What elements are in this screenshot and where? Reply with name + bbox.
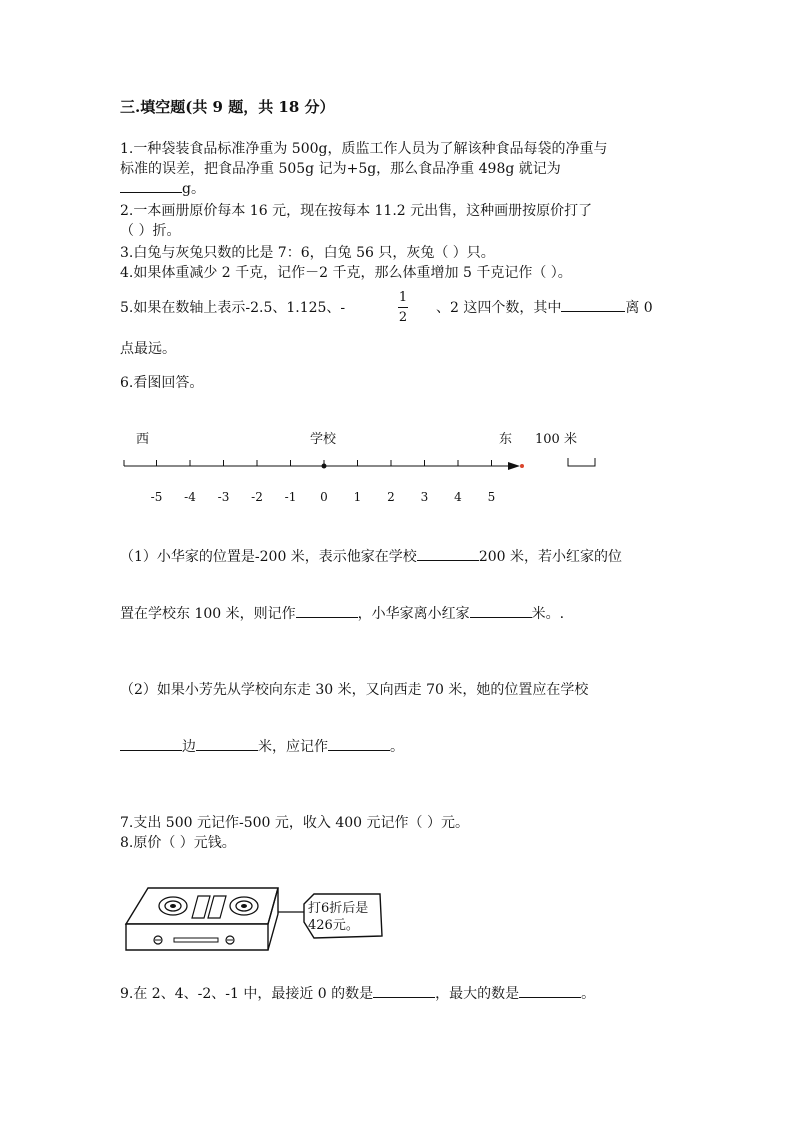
q6-part1-line2: 置在学校东 100 米，则记作 ，小华家离小红家 米。. xyxy=(120,603,564,623)
number-line-tick-label: 0 xyxy=(320,490,328,504)
number-line-tick-label: -3 xyxy=(217,490,230,504)
q1-line2: 标准的误差，把食品净重 505g 记为+5g，那么食品净重 498g 就记为 xyxy=(120,161,561,177)
q1-line1: 1.一种袋装食品标准净重为 500g，质监工作人员为了解该种食品每袋的净重与 xyxy=(120,141,608,157)
q6-blank-3[interactable] xyxy=(470,603,532,618)
q6-title: 6.看图回答。 xyxy=(120,375,204,391)
end-dot xyxy=(520,464,524,468)
q5-line2: 点最远。 xyxy=(120,341,176,357)
arrow-head xyxy=(508,462,520,470)
price-tag-line2: 426元。 xyxy=(308,918,359,933)
q6-part1-line1: （1）小华家的位置是-200 米，表示他家在学校 200 米，若小红家的位 xyxy=(120,546,622,566)
number-line xyxy=(118,450,608,480)
q5-fraction xyxy=(398,290,408,325)
q5-frac-num: 1 xyxy=(398,290,408,305)
q5-middle: 、2 这四个数，其中 离 0 xyxy=(436,297,653,317)
q7-text: 7.支出 500 元记作-500 元，收入 400 元记作（ ）元。 xyxy=(120,815,469,831)
q8-text: 8.原价（ ）元钱。 xyxy=(120,835,236,851)
origin-dot xyxy=(322,464,327,469)
q6-blank-2[interactable] xyxy=(296,603,358,618)
east-label: 东 xyxy=(499,432,513,447)
q6-part2-line1: （2）如果小芳先从学校向东走 30 米，又向西走 70 米，她的位置应在学校 xyxy=(120,682,589,698)
section-title: 三.填空题(共 9 题，共 18 分） xyxy=(120,98,335,116)
q3-text: 3.白兔与灰兔只数的比是 7：6，白兔 56 只，灰兔（ ）只。 xyxy=(120,245,495,261)
q9-blank-2[interactable] xyxy=(519,983,581,998)
q6-blank-6[interactable] xyxy=(328,736,390,751)
q6-blank-4[interactable] xyxy=(120,736,182,751)
price-tag-line1: 打6折后是 xyxy=(308,901,369,916)
q2-line2: （ ）折。 xyxy=(120,223,181,239)
q5-prefix: 5.如果在数轴上表示-2.5、1.125、- xyxy=(120,300,346,316)
number-line-tick-label: -4 xyxy=(184,490,196,504)
q1-line3: g。 xyxy=(120,178,205,198)
q9-blank-1[interactable] xyxy=(373,983,435,998)
q2-line1: 2.一本画册原价每本 16 元，现在按每本 11.2 元出售，这种画册按原价打了 xyxy=(120,203,593,219)
number-line-tick-label: -1 xyxy=(284,490,297,504)
q5-frac-den: 2 xyxy=(398,310,408,325)
q6-blank-5[interactable] xyxy=(196,736,258,751)
school-label: 学校 xyxy=(310,432,337,447)
number-line-tick-label: 1 xyxy=(353,490,362,504)
number-line-tick-label: 4 xyxy=(454,490,462,504)
scale-label: 100 米 xyxy=(535,432,577,447)
scale-bracket xyxy=(568,458,595,466)
number-line-tick-label: 2 xyxy=(387,490,395,504)
q4-text: 4.如果体重减少 2 千克，记作－2 千克，那么体重增加 5 千克记作（ ）。 xyxy=(120,265,572,281)
west-label: 西 xyxy=(136,432,150,447)
number-line-tick-label: 3 xyxy=(420,490,429,504)
q5-answer-blank[interactable] xyxy=(561,297,625,312)
number-line-tick-label: -5 xyxy=(150,490,163,504)
q6-part2-line2: 边 米，应记作 。 xyxy=(120,736,404,756)
number-line-tick-label: 5 xyxy=(487,490,496,504)
q1-answer-blank[interactable] xyxy=(120,178,182,193)
q9-text: 9.在 2、4、-2、-1 中，最接近 0 的数是 ，最大的数是 。 xyxy=(120,983,595,1003)
q6-blank-1[interactable] xyxy=(417,546,479,561)
number-line-tick-label: -2 xyxy=(251,490,263,504)
